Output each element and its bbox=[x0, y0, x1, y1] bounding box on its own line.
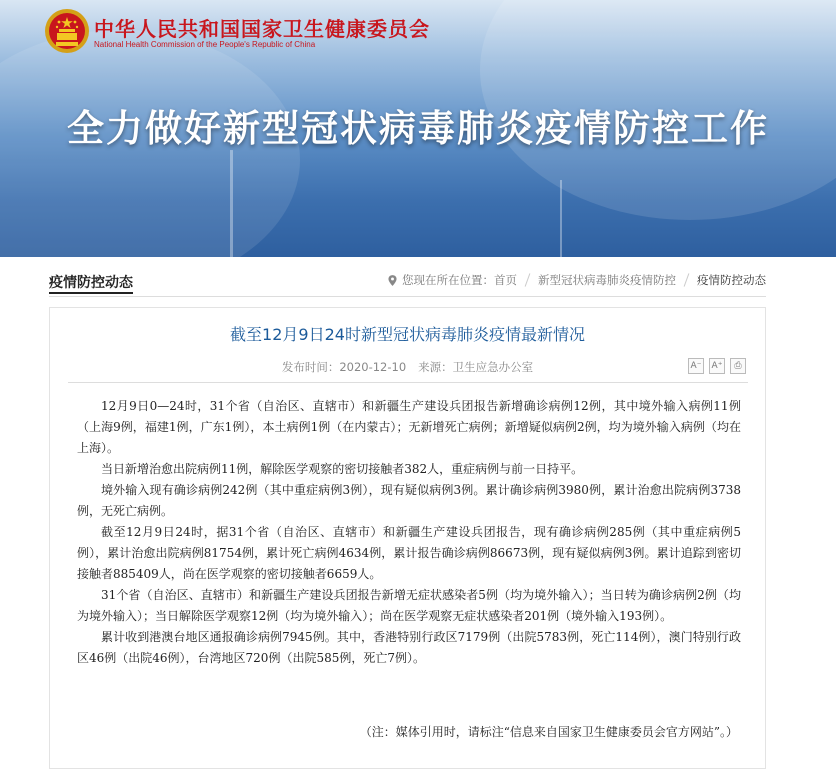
banner-decor bbox=[560, 180, 562, 257]
section-underline bbox=[49, 292, 133, 294]
section-title[interactable]: 疫情防控动态 bbox=[49, 275, 133, 291]
print-icon[interactable]: ⎙ bbox=[730, 358, 746, 374]
breadcrumb-current[interactable]: 疫情防控动态 bbox=[697, 273, 766, 287]
national-emblem-icon[interactable] bbox=[44, 8, 90, 54]
paragraph: 31个省（自治区、直辖市）和新疆生产建设兵团报告新增无症状感染者5例（均为境外输入）；当日转为确诊病例2例（均为境外输入）；当日解除医学观察12例（均为境外输入）；尚在医学观察无症状感染者201例（境外输入193例）。 bbox=[77, 588, 741, 623]
paragraph: 累计收到港澳台地区通报确诊病例7945例。其中，香港特别行政区7179例（出院5783例，死亡114例），澳门特别行政区46例（出院46例），台湾地区720例（出院585例，死亡7例）。 bbox=[77, 630, 741, 665]
section-divider bbox=[49, 296, 766, 297]
banner-slogan: 全力做好新型冠状病毒肺炎疫情防控工作 bbox=[67, 107, 769, 150]
source-label: 来源： bbox=[418, 360, 453, 374]
header-banner bbox=[0, 0, 836, 257]
org-name-en: National Health Commission of the People's Republic of China bbox=[94, 40, 316, 49]
publish-label: 发布时间： bbox=[281, 360, 340, 374]
citation-note: （注：媒体引用时，请标注“信息来自国家卫生健康委员会官方网站”。） bbox=[359, 725, 738, 739]
breadcrumb-home[interactable]: 首页 bbox=[494, 273, 517, 287]
breadcrumb-prefix: 您现在所在位置： bbox=[402, 273, 494, 287]
article-meta bbox=[50, 359, 765, 375]
paragraph: 境外输入现有确诊病例242例（其中重症病例3例），现有疑似病例3例。累计确诊病例3980例，累计治愈出院病例3738例，无死亡病例。 bbox=[77, 483, 741, 518]
breadcrumb bbox=[388, 272, 766, 288]
publish-date: 2020-12-10 bbox=[339, 360, 407, 374]
article-card bbox=[49, 307, 766, 769]
article-tools bbox=[688, 358, 746, 374]
org-name-cn[interactable]: 中华人民共和国国家卫生健康委员会 bbox=[94, 17, 430, 41]
paragraph: 截至12月9日24时，据31个省（自治区、直辖市）和新疆生产建设兵团报告，现有确诊病例285例（其中重症病例5例），累计治愈出院病例81754例，累计死亡病例4634例，累计报告确诊病例86673例，现有疑似病例3例。累计追踪到密切接触者885409人，尚在医学观察的密切接触者6659人。 bbox=[77, 525, 741, 581]
article-body bbox=[77, 396, 741, 669]
font-increase-icon[interactable]: A⁺ bbox=[709, 358, 725, 374]
article-title: 截至12月9日24时新型冠状病毒肺炎疫情最新情况 bbox=[230, 325, 585, 344]
banner-decor bbox=[230, 150, 233, 257]
font-decrease-icon[interactable]: A⁻ bbox=[688, 358, 704, 374]
paragraph: 当日新增治愈出院病例11例，解除医学观察的密切接触者382人，重症病例与前一日持平。 bbox=[101, 462, 584, 476]
source-name: 卫生应急办公室 bbox=[452, 360, 534, 374]
breadcrumb-separator bbox=[684, 273, 690, 286]
location-pin-icon bbox=[388, 275, 397, 286]
meta-divider bbox=[68, 382, 748, 383]
breadcrumb-separator bbox=[525, 273, 531, 286]
paragraph: 12月9日0—24时，31个省（自治区、直辖市）和新疆生产建设兵团报告新增确诊病例12例，其中境外输入病例11例（上海9例，福建1例，广东1例），本土病例1例（在内蒙古）；无新增死亡病例；新增疑似病例2例，均为境外输入病例（均在上海）。 bbox=[77, 399, 741, 455]
breadcrumb-covid-prevention[interactable]: 新型冠状病毒肺炎疫情防控 bbox=[538, 273, 676, 287]
